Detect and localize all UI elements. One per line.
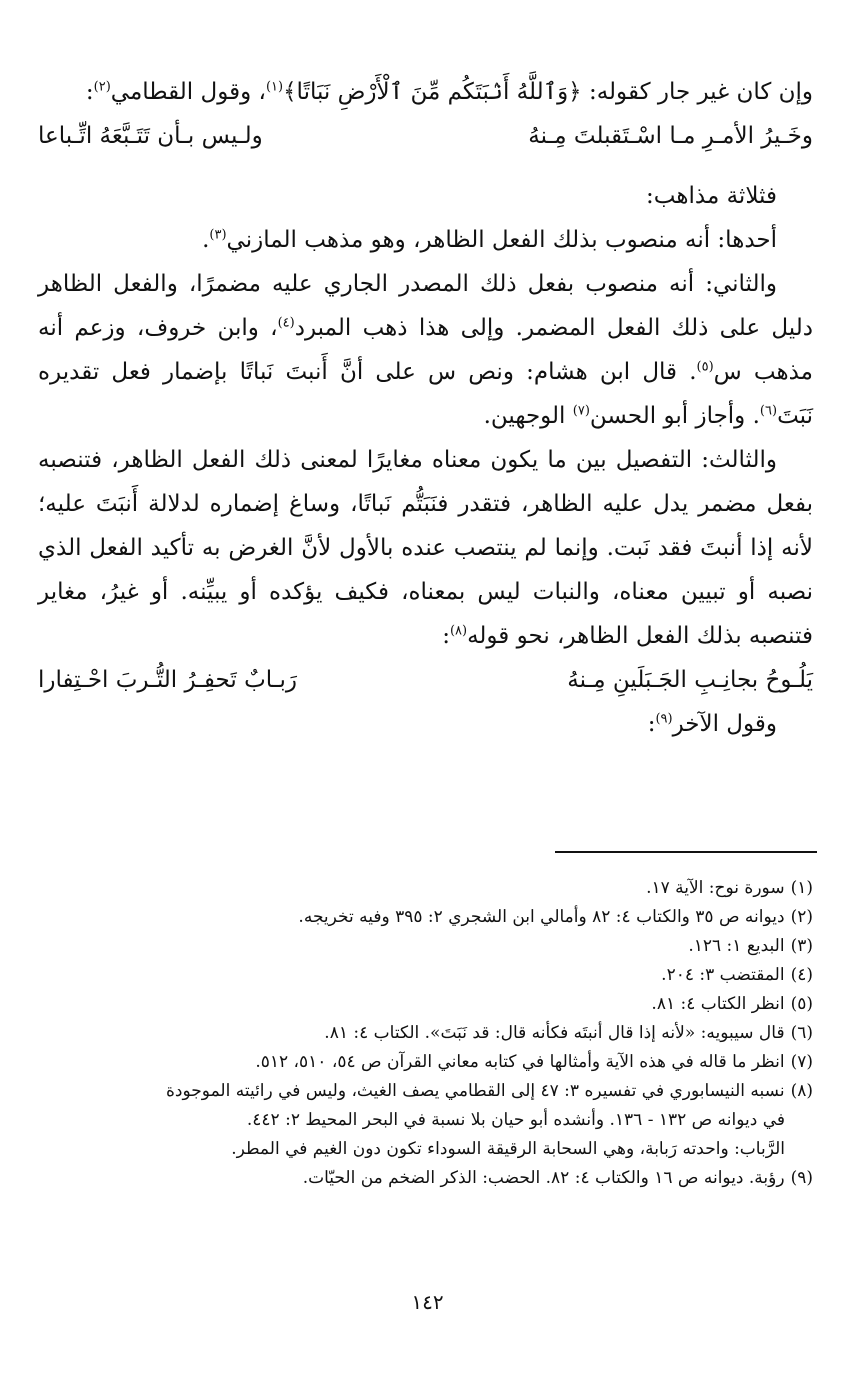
footnote-5: (٥)انظر الكتاب ٤: ٨١. bbox=[651, 994, 813, 1014]
footnote-ref-4[interactable]: (٤) bbox=[277, 315, 295, 331]
page-number: ١٤٢ bbox=[411, 1290, 444, 1314]
verse-1 bbox=[38, 114, 813, 158]
footnote-ref-2[interactable]: (٢) bbox=[93, 79, 111, 95]
verse-1-first-hemistich: وخَـيرُ الأمـرِ مـا اسْـتَقبلتَ مِـنهُ bbox=[528, 123, 813, 149]
footnote-1: (١)سورة نوح: الآية ١٧. bbox=[646, 878, 813, 898]
paragraph-intro: وإن كان غير جار كقوله: ﴿وَٱللَّهُ أَنۢبَتَكُم مِّنَ ٱلْأَرْضِ نَبَاتًا﴾$^{(١)}$، وقول القطامي$^{(٢)}$: bbox=[85, 79, 813, 105]
paragraph-third-school: والثالث: التفصيل بين ما يكون معناه مغايرًا لمعنى ذلك الفعل الظاهر، فتنصبه بفعل مضمر يدل عليه الظاهر، فتقدر فنَبَتُّم نَباتًا، وساغ إضماره لدلالة أَنبَتَ عليه؛ لأنه إذا أنبتَ فقد نَبت. وإنما لم ينتصب عنده بالأول لأنَّ الغرض به تأكيد الفعل الذي نصبه أو تبيين معناه، والنبات ليس بمعناه، فكيف يؤكده أو يبيِّنه. أو غيرُ، مغاير فتنصبه بذلك الفعل الظاهر، نحو قوله$^{(٨)}$: bbox=[38, 447, 813, 649]
footnote-separator bbox=[555, 851, 817, 853]
footnote-8: (٨)نسبه النيسابوري في تفسيره ٣: ٤٧ إلى القطامي يصف الغيث، وليس في رائيته الموجودة bbox=[166, 1081, 813, 1101]
footnote-ref-5[interactable]: (٥) bbox=[696, 359, 714, 375]
footnote-8-continuation-1: في ديوانه ص ١٣٢ - ١٣٦. وأنشده أبو حيان بلا نسبة في البحر المحيط ٢: ٤٤٢. bbox=[246, 1110, 785, 1130]
footnote-3: (٣)البديع ١: ١٢٦. bbox=[688, 936, 813, 956]
footnote-2: (٢)ديوانه ص ٣٥ والكتاب ٤: ٨٢ وأمالي ابن الشجري ٢: ٣٩٥ وفيه تخريجه. bbox=[298, 907, 813, 927]
main-text bbox=[38, 70, 813, 746]
verse-1-second-hemistich: ولـيس بـأن تَتَـبَّعَهُ اتِّـباعا bbox=[38, 123, 263, 149]
footnote-9: (٩)رؤبة. ديوانه ص ١٦ والكتاب ٤: ٨٢. الحضب: الذكر الضخم من الحيّات. bbox=[302, 1168, 813, 1188]
verse-2 bbox=[38, 658, 813, 702]
footnote-6: (٦)قال سيبويه: «لأنه إذا قال أنبتَه فكأنه قال: قد نَبَتَ». الكتاب ٤: ٨١. bbox=[324, 1023, 813, 1043]
footnote-ref-9[interactable]: (٩) bbox=[655, 711, 673, 727]
paragraph-three-schools: فثلاثة مذاهب: bbox=[646, 183, 777, 209]
paragraph-first-school: أحدها: أنه منصوب بذلك الفعل الظاهر، وهو مذهب المازني$^{(٣)}$. bbox=[202, 227, 777, 253]
footnotes bbox=[38, 874, 813, 1193]
footnote-7: (٧)انظر ما قاله في هذه الآية وأمثالها في كتابه معاني القرآن ص ٥٤، ٥١٠، ٥١٢. bbox=[255, 1052, 813, 1072]
verse-2-second-hemistich: رَبـابٌ تَحفِـرُ التُّـربَ احْـتِفارا bbox=[38, 667, 297, 693]
footnote-ref-1[interactable]: (١) bbox=[265, 79, 284, 95]
footnote-ref-6[interactable]: (٦) bbox=[759, 403, 778, 419]
footnote-ref-7[interactable]: (٧) bbox=[572, 403, 590, 419]
footnote-ref-3[interactable]: (٣) bbox=[209, 227, 227, 243]
footnote-4: (٤)المقتضب ٣: ٢٠٤. bbox=[661, 965, 813, 985]
paragraph-other-saying: وقول الآخر$^{(٩)}$: bbox=[647, 711, 777, 737]
footnote-ref-8[interactable]: (٨) bbox=[449, 623, 468, 639]
paragraph-second-school: والثاني: أنه منصوب بفعل ذلك المصدر الجاري عليه مضمرًا، والفعل الظاهر دليل على ذلك الفعل المضمر. وإلى هذا ذهب المبرد$^{(٤)}$، وابن خروف، وزعم أنه مذهب س$^{(٥)}$. قال ابن هشام: ونص س على أنَّ أَنبتَ نَباتًا بإضمار فعل تقديره نَبَتَ$^{(٦)}$. وأجاز أبو الحسن$^{(٧)}$ الوجهين. bbox=[38, 271, 814, 429]
footnote-8-continuation-2: الرَّباب: واحدته رَبابة، وهي السحابة الرقيقة السوداء تكون دون الغيم في المطر. bbox=[231, 1139, 785, 1159]
verse-2-first-hemistich: يَلُـوحُ بجانِـبِ الجَـبَلَينِ مِـنهُ bbox=[567, 667, 813, 693]
